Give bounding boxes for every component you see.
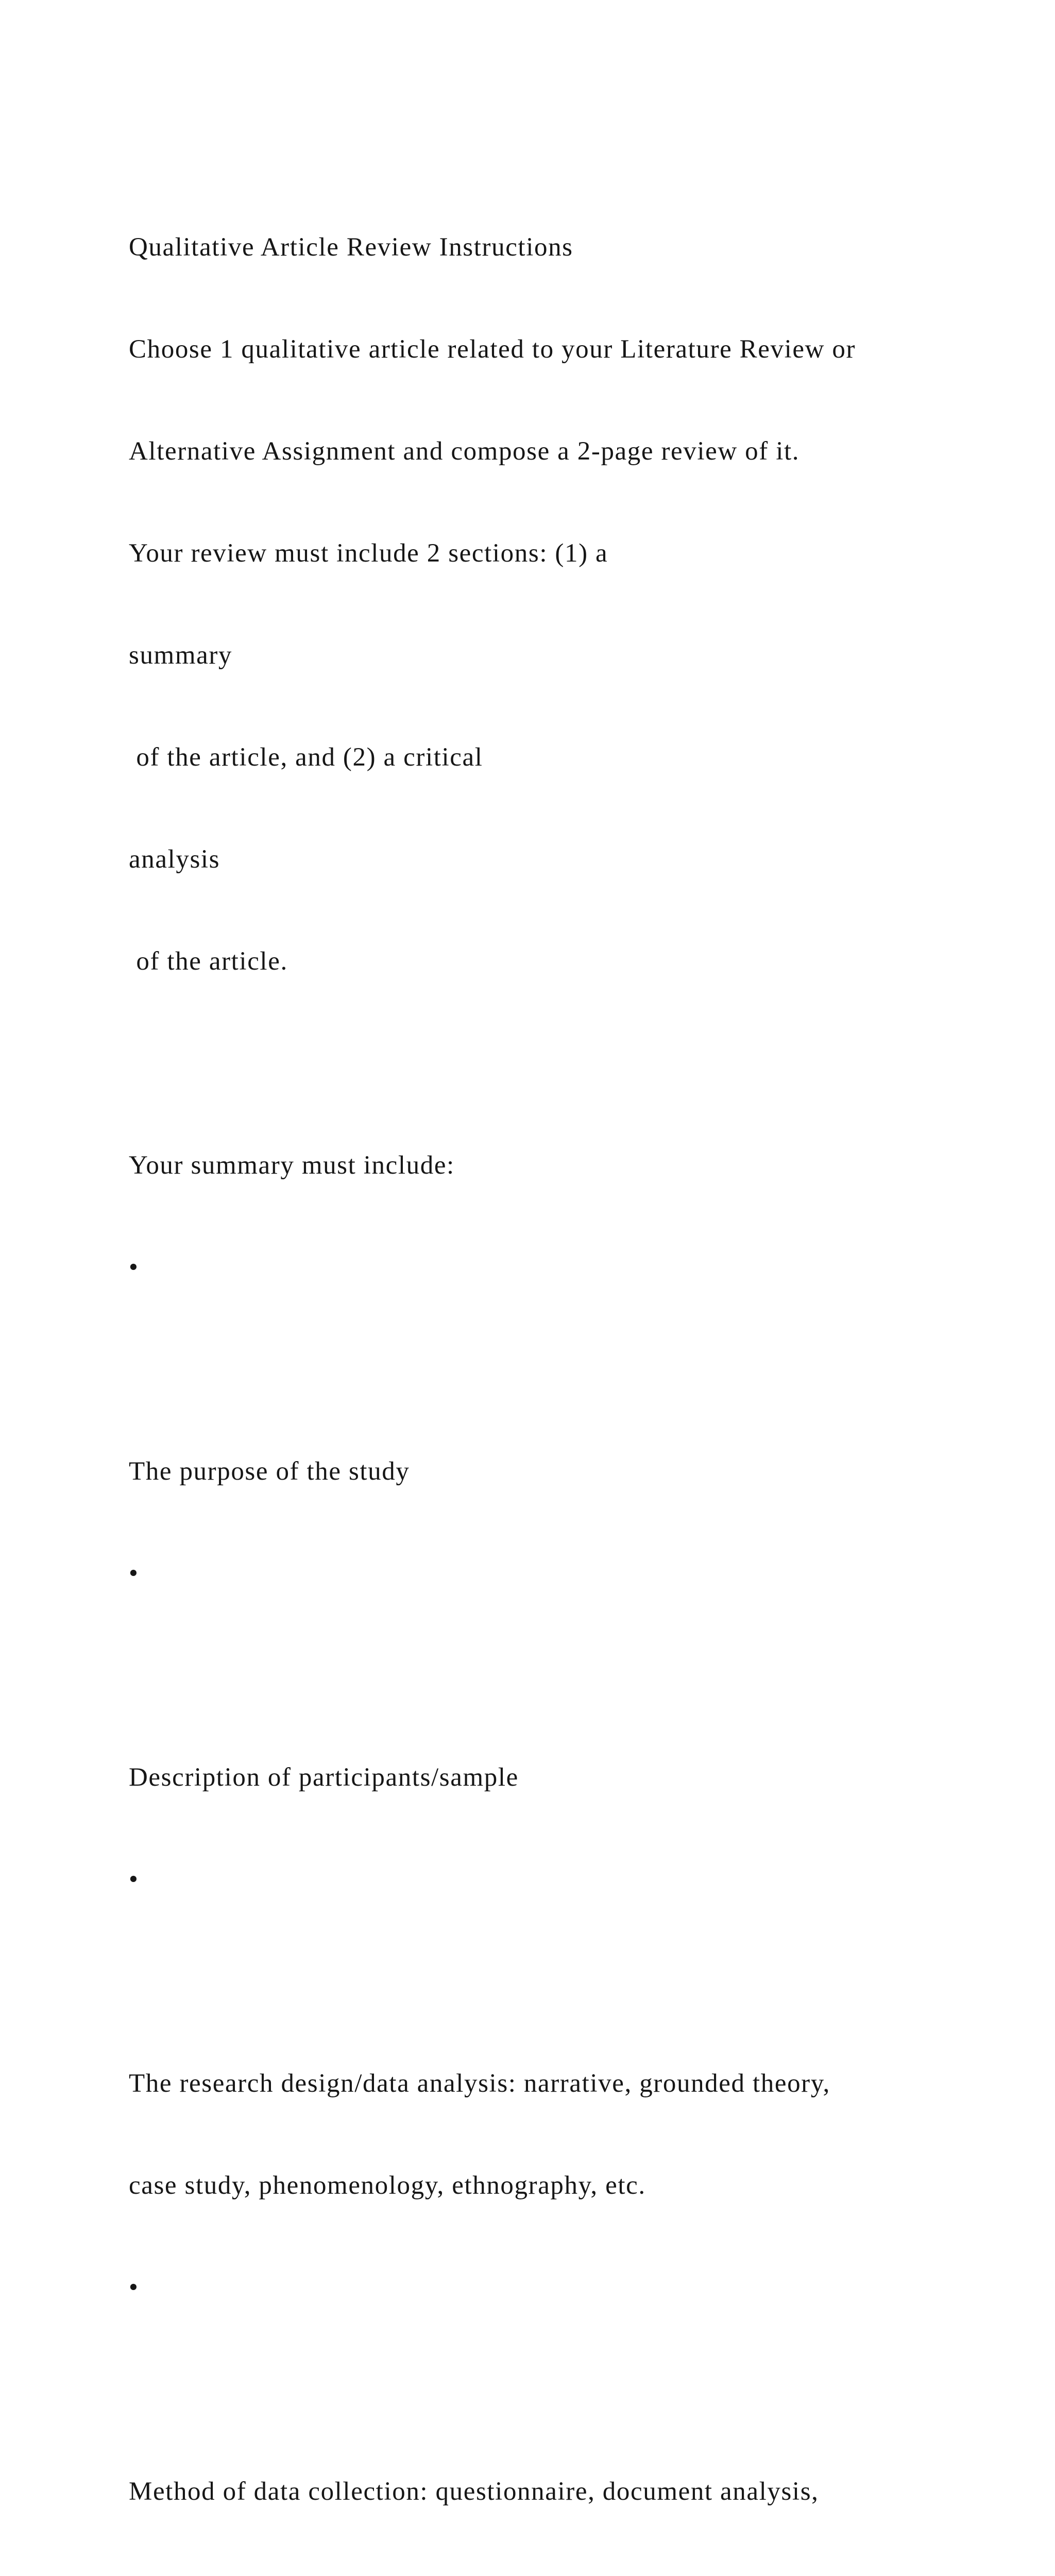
text-line: summary — [129, 641, 233, 670]
list-item: Method of data collection: questionnaire, document analysis, — [129, 2477, 819, 2506]
section-heading-summary: Your summary must include: — [129, 1151, 455, 1180]
text-line: of the article. — [129, 947, 288, 976]
text-line: Alternative Assignment and compose a 2-page review of it. — [129, 437, 800, 466]
bullet-marker: • — [129, 1559, 139, 1588]
bullet-marker: • — [129, 2273, 139, 2302]
blank-line — [129, 1046, 1005, 1080]
list-item: The research design/data analysis: narrative, grounded theory, — [129, 2069, 830, 2098]
text-line: Choose 1 qualitative article related to your Literature Review or — [129, 335, 856, 364]
list-item: Description of participants/sample — [129, 1763, 519, 1792]
text-line: of the article, and (2) a critical — [129, 743, 483, 772]
bullet-marker: • — [129, 1253, 139, 1282]
document-title: Qualitative Article Review Instructions — [129, 233, 573, 262]
bullet-marker: • — [129, 1865, 139, 1894]
list-item-continuation: case study, phenomenology, ethnography, etc. — [129, 2171, 646, 2200]
text-line: Your review must include 2 sections: (1) a — [129, 539, 608, 568]
blank-line — [129, 1964, 1005, 1998]
list-item: The purpose of the study — [129, 1457, 410, 1486]
blank-line — [129, 1352, 1005, 1386]
document-body — [129, 162, 1005, 2576]
text-line: analysis — [129, 845, 220, 874]
blank-line — [129, 1658, 1005, 1692]
blank-line — [129, 2372, 1005, 2406]
